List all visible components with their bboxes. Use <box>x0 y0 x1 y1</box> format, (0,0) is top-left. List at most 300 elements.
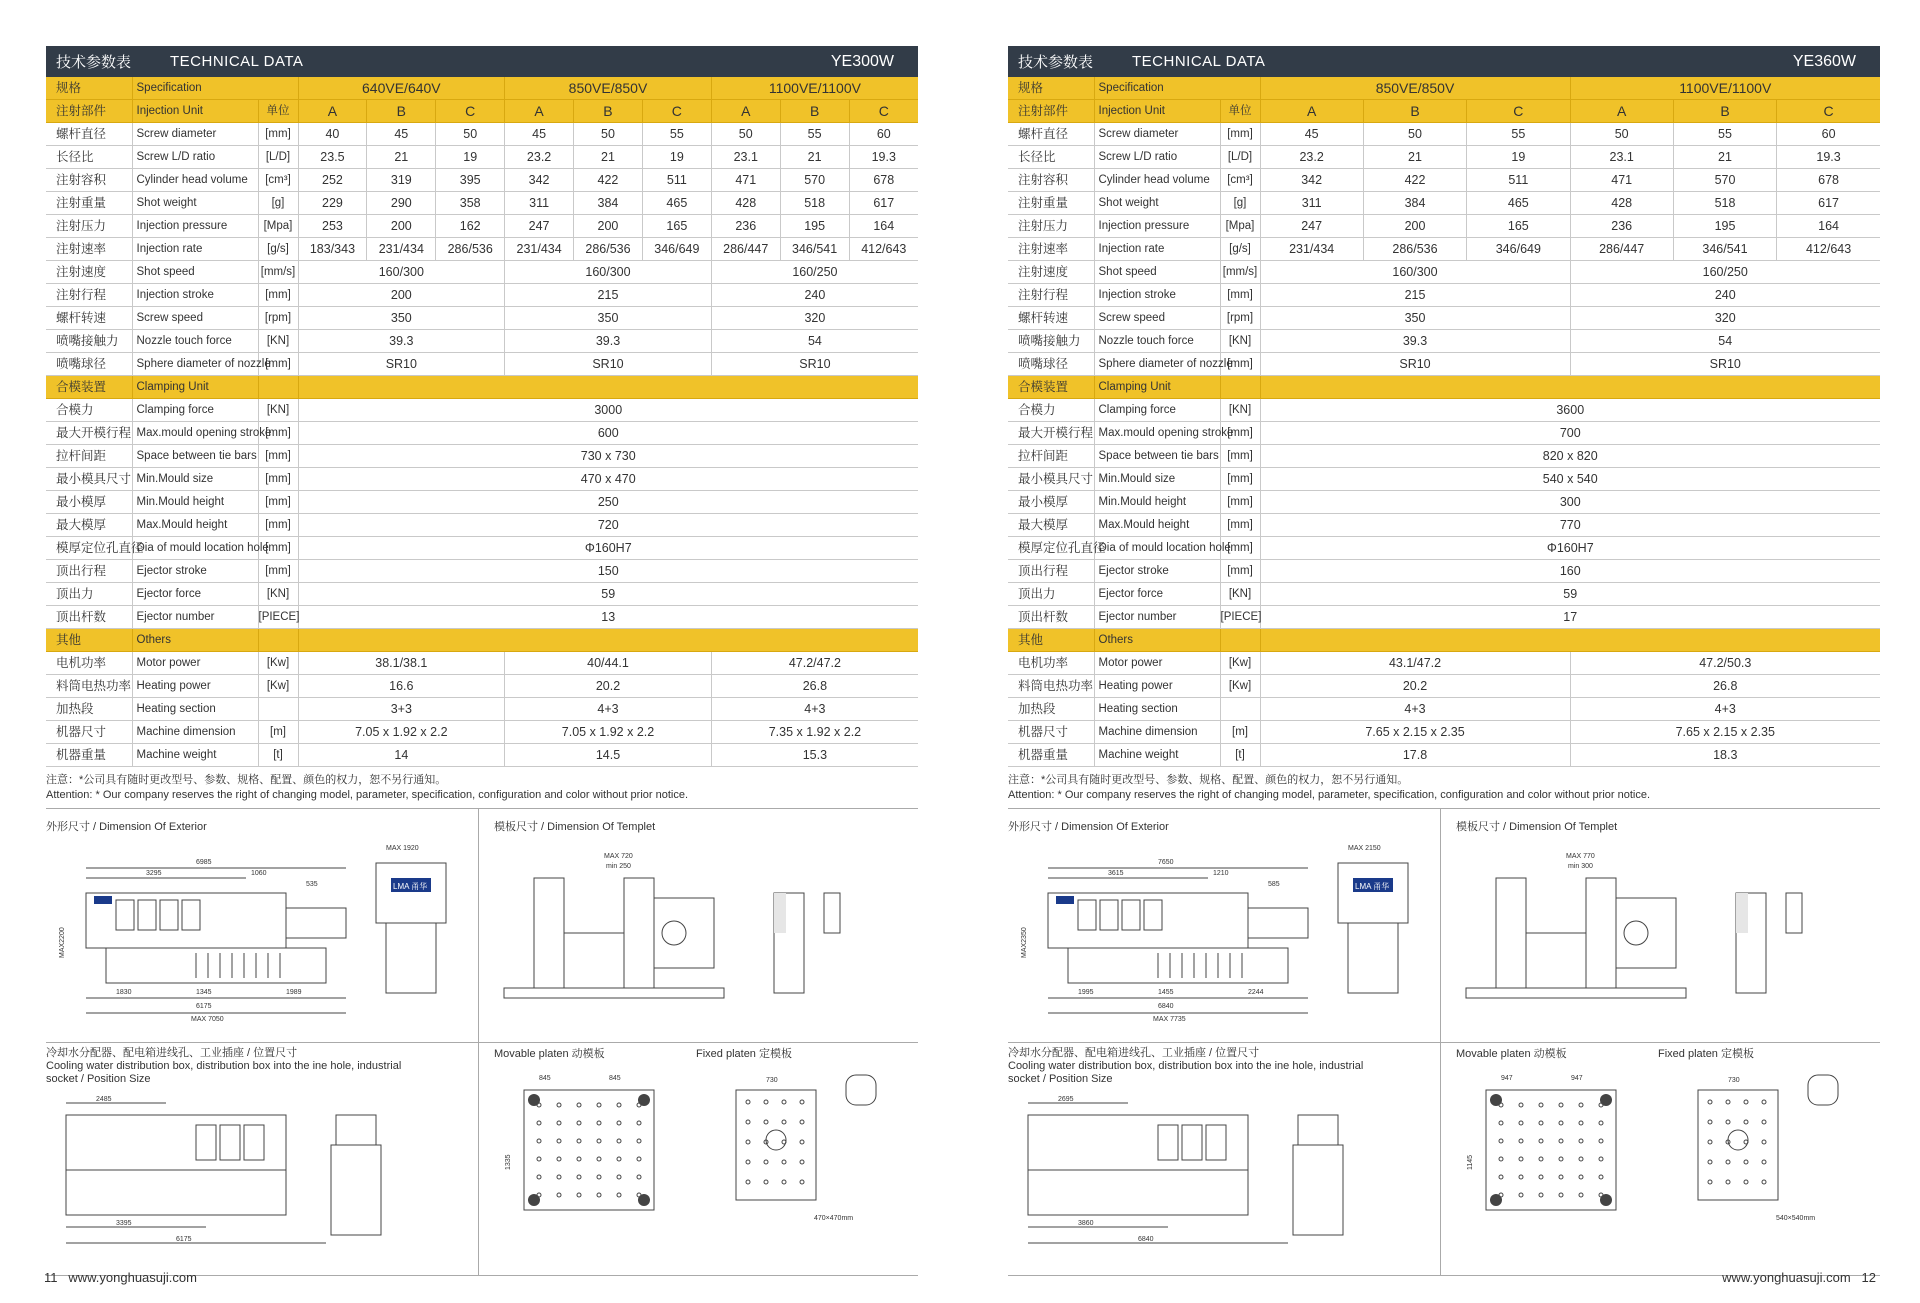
row-label-cn: 注射速度 <box>46 261 132 284</box>
table-row <box>46 445 918 468</box>
value-cell: 45 <box>367 123 436 146</box>
screw-option-header: C <box>642 100 711 123</box>
value-cell: 231/434 <box>1260 238 1363 261</box>
title-en: TECHNICAL DATA <box>170 53 304 70</box>
cooling-title-line: socket / Position Size <box>1008 1073 1113 1085</box>
value-cell: 16.6 <box>298 675 505 698</box>
row-label-cn: 模厚定位孔直径 <box>1008 537 1094 560</box>
exterior-title: 外形尺寸 / Dimension Of Exterior <box>46 821 207 833</box>
value-cell: 384 <box>1363 192 1466 215</box>
value-cell: 300 <box>1260 491 1880 514</box>
dimension-seg1: 3295 <box>146 870 162 877</box>
screw-option-header: B <box>780 100 849 123</box>
value-cell: 45 <box>505 123 574 146</box>
cooling-title-line: 冷却水分配器、配电箱进线孔、工业插座 / 位置尺寸 <box>46 1047 298 1059</box>
dimension-seg1: 3615 <box>1108 870 1124 877</box>
table-row <box>1008 261 1880 284</box>
value-cell: 20.2 <box>1260 675 1570 698</box>
value-cell: 286/447 <box>1570 238 1673 261</box>
unit-cell: [KN] <box>1220 330 1260 353</box>
table-row <box>1008 560 1880 583</box>
model-group-header: 850VE/850V <box>505 77 712 100</box>
screw-option-header: B <box>574 100 643 123</box>
value-cell: 55 <box>1467 123 1570 146</box>
table-row <box>1008 307 1880 330</box>
row-label-en: Max.mould opening stroke <box>132 422 258 445</box>
dimension-max-length: MAX 7050 <box>191 1016 224 1023</box>
row-label-en: Screw L/D ratio <box>132 146 258 169</box>
row-label-cn: 螺杆转速 <box>46 307 132 330</box>
dimension-templet-max: MAX 770 <box>1566 853 1595 860</box>
dimension-cool-total: 6175 <box>176 1236 192 1243</box>
value-cell: SR10 <box>298 353 505 376</box>
cooling-title-line: socket / Position Size <box>46 1073 151 1085</box>
model-name: YE300W <box>830 52 894 70</box>
movable-platen-title: Movable platen 动模板 <box>494 1048 605 1060</box>
row-label-en: Screw diameter <box>1094 123 1220 146</box>
row-label-en: Machine dimension <box>1094 721 1220 744</box>
spec-sheet-ye300w <box>46 46 918 803</box>
value-cell: 59 <box>298 583 918 606</box>
unit-cell: [mm] <box>1220 353 1260 376</box>
screw-option-header: A <box>298 100 367 123</box>
fixed-platen-title: Fixed platen 定模板 <box>1658 1048 1754 1060</box>
unit-cell: [g/s] <box>1220 238 1260 261</box>
movable-platen-drawing <box>1456 1070 1646 1230</box>
unit-cell: [mm] <box>1220 123 1260 146</box>
section-divider <box>1008 1042 1880 1043</box>
unit-cell: [t] <box>258 744 298 767</box>
dimension-templet-min: min 300 <box>1568 863 1593 870</box>
note-en: Attention: * Our company reserves the right of changing model, parameter, specification, configuration and color without prior notice. <box>1008 789 1651 801</box>
table-row <box>46 100 918 123</box>
table-row <box>46 376 918 399</box>
unit-cell: [KN] <box>1220 583 1260 606</box>
table-row <box>46 169 918 192</box>
row-label-cn: 机器尺寸 <box>46 721 132 744</box>
value-cell: 195 <box>780 215 849 238</box>
value-cell: 18.3 <box>1570 744 1880 767</box>
unit-cell: [mm] <box>1220 468 1260 491</box>
brand-text: LMA 甬华 <box>393 882 428 891</box>
row-label-cn: 注射重量 <box>46 192 132 215</box>
value-cell: 617 <box>849 192 918 215</box>
table-row <box>46 468 918 491</box>
dimension-max-length: MAX 7735 <box>1153 1016 1186 1023</box>
dimension-seg3: 585 <box>1268 881 1280 888</box>
section-label-cn: 其他 <box>1008 629 1094 652</box>
movable-platen-drawing <box>494 1070 684 1230</box>
dimension-cool-length: 2695 <box>1058 1096 1074 1103</box>
table-row <box>1008 376 1880 399</box>
table-row <box>46 744 918 767</box>
unit-cell: [mm] <box>1220 560 1260 583</box>
unit-cell: [Kw] <box>1220 675 1260 698</box>
row-label-cn: 电机功率 <box>1008 652 1094 675</box>
value-cell: 47.2/47.2 <box>711 652 918 675</box>
section-label-en: Others <box>132 629 258 652</box>
value-cell: SR10 <box>1570 353 1880 376</box>
table-row <box>46 330 918 353</box>
table-row <box>1008 169 1880 192</box>
brand-text: LMA 甬华 <box>1355 882 1390 891</box>
row-label-en: Ejector force <box>1094 583 1220 606</box>
value-cell: 7.65 x 2.15 x 2.35 <box>1260 721 1570 744</box>
value-cell: 50 <box>1570 123 1673 146</box>
dimension-cool-bottom: 3860 <box>1078 1220 1094 1227</box>
value-cell: 286/536 <box>1363 238 1466 261</box>
table-row <box>46 583 918 606</box>
row-label-en: Motor power <box>1094 652 1220 675</box>
row-label-cn: 规格 <box>1008 77 1094 100</box>
table-row <box>1008 537 1880 560</box>
row-label-en: Shot speed <box>1094 261 1220 284</box>
unit-cell: [mm] <box>258 284 298 307</box>
table-row <box>1008 330 1880 353</box>
dimension-movable-w2: 947 <box>1571 1075 1583 1082</box>
value-cell: 200 <box>574 215 643 238</box>
value-cell: SR10 <box>1260 353 1570 376</box>
value-cell: 54 <box>711 330 918 353</box>
website: www.yonghuasuji.com <box>1722 1270 1851 1285</box>
unit-cell <box>258 376 298 399</box>
row-label-cn: 顶出力 <box>46 583 132 606</box>
section-divider <box>46 808 918 809</box>
row-label-cn: 注射行程 <box>1008 284 1094 307</box>
templet-drawing <box>494 838 914 1018</box>
value-cell: 50 <box>711 123 780 146</box>
value-cell: 19 <box>1467 146 1570 169</box>
table-row <box>46 721 918 744</box>
row-label-cn: 顶出力 <box>1008 583 1094 606</box>
technical-data-table <box>46 77 918 767</box>
value-cell: 7.35 x 1.92 x 2.2 <box>711 721 918 744</box>
dimension-width: MAX 1920 <box>386 845 419 852</box>
unit-header: 单位 <box>258 100 298 123</box>
row-label-cn: 规格 <box>46 77 132 100</box>
footer-left <box>44 1270 197 1285</box>
exterior-title: 外形尺寸 / Dimension Of Exterior <box>1008 821 1169 833</box>
model-group-header: 1100VE/1100V <box>1570 77 1880 100</box>
value-cell: 23.1 <box>1570 146 1673 169</box>
value-cell: 21 <box>1363 146 1466 169</box>
row-label-cn: 电机功率 <box>46 652 132 675</box>
table-row <box>46 399 918 422</box>
dimension-overall: 7650 <box>1158 859 1174 866</box>
model-name: YE360W <box>1792 52 1856 70</box>
unit-cell: [PIECE] <box>1220 606 1260 629</box>
value-cell: 60 <box>1777 123 1880 146</box>
unit-cell: [mm] <box>1220 284 1260 307</box>
value-cell: 350 <box>1260 307 1570 330</box>
dimension-base1: 1830 <box>116 989 132 996</box>
row-label-cn: 喷嘴球径 <box>46 353 132 376</box>
row-label-en: Screw diameter <box>132 123 258 146</box>
value-cell: 21 <box>1673 146 1776 169</box>
fixed-platen-drawing <box>696 1070 896 1240</box>
table-row <box>46 238 918 261</box>
value-cell: 229 <box>298 192 367 215</box>
value-cell: 17 <box>1260 606 1880 629</box>
unit-cell: [KN] <box>1220 399 1260 422</box>
value-cell: 160/250 <box>1570 261 1880 284</box>
unit-cell: [mm] <box>258 353 298 376</box>
row-label-cn: 最小模具尺寸 <box>1008 468 1094 491</box>
unit-cell <box>1220 698 1260 721</box>
row-label-en: Clamping force <box>1094 399 1220 422</box>
table-row <box>46 675 918 698</box>
row-label-cn: 长径比 <box>1008 146 1094 169</box>
value-cell: 164 <box>1777 215 1880 238</box>
unit-cell: [mm/s] <box>258 261 298 284</box>
row-label-en: Injection stroke <box>1094 284 1220 307</box>
row-label-cn: 最大模厚 <box>46 514 132 537</box>
section-label-en: Clamping Unit <box>1094 376 1220 399</box>
unit-cell <box>258 629 298 652</box>
unit-cell: [cm³] <box>1220 169 1260 192</box>
value-cell: 236 <box>1570 215 1673 238</box>
unit-cell: [m] <box>1220 721 1260 744</box>
table-row <box>1008 100 1880 123</box>
table-row <box>1008 744 1880 767</box>
value-cell: 350 <box>505 307 712 330</box>
value-cell: Φ160H7 <box>298 537 918 560</box>
value-cell: 14 <box>298 744 505 767</box>
row-label-cn: 最小模具尺寸 <box>46 468 132 491</box>
unit-header: 单位 <box>1220 100 1260 123</box>
table-row <box>1008 629 1880 652</box>
movable-platen-title: Movable platen 动模板 <box>1456 1048 1567 1060</box>
row-label-en: Specification <box>1094 77 1260 100</box>
row-label-en: Machine weight <box>1094 744 1220 767</box>
dimension-cool-bottom: 3395 <box>116 1220 132 1227</box>
value-cell: 200 <box>298 284 505 307</box>
row-label-cn: 料筒电热功率 <box>1008 675 1094 698</box>
column-divider <box>478 808 479 1275</box>
value-cell: Φ160H7 <box>1260 537 1880 560</box>
page-right <box>960 0 1920 1303</box>
value-cell: 428 <box>711 192 780 215</box>
value-cell: 236 <box>711 215 780 238</box>
unit-cell: [cm³] <box>258 169 298 192</box>
unit-cell: [g/s] <box>258 238 298 261</box>
row-label-en: Min.Mould size <box>1094 468 1220 491</box>
unit-cell: [rpm] <box>1220 307 1260 330</box>
table-row <box>46 491 918 514</box>
value-cell: 320 <box>711 307 918 330</box>
row-label-en: Shot speed <box>132 261 258 284</box>
table-row <box>46 192 918 215</box>
table-row <box>1008 721 1880 744</box>
row-label-en: Max.Mould height <box>132 514 258 537</box>
value-cell: 45 <box>1260 123 1363 146</box>
cooling-title-line: 冷却水分配器、配电箱进线孔、工业插座 / 位置尺寸 <box>1008 1047 1260 1059</box>
dimension-overall: 6985 <box>196 859 212 866</box>
screw-option-header: C <box>1467 100 1570 123</box>
table-row <box>1008 606 1880 629</box>
value-cell: 346/541 <box>780 238 849 261</box>
row-label-en: Heating power <box>132 675 258 698</box>
value-cell: 4+3 <box>505 698 712 721</box>
value-cell: 231/434 <box>505 238 574 261</box>
value-cell: 286/447 <box>711 238 780 261</box>
value-cell: 678 <box>849 169 918 192</box>
table-row <box>1008 698 1880 721</box>
section-fill <box>298 629 918 652</box>
value-cell: 26.8 <box>711 675 918 698</box>
value-cell: 319 <box>367 169 436 192</box>
value-cell: 19 <box>436 146 505 169</box>
unit-cell: [mm] <box>258 514 298 537</box>
value-cell: 3600 <box>1260 399 1880 422</box>
row-label-en: Ejector number <box>1094 606 1220 629</box>
exterior-drawing <box>1008 838 1428 1023</box>
value-cell: 384 <box>574 192 643 215</box>
brand-logo <box>94 896 112 904</box>
dimension-base3: 2244 <box>1248 989 1264 996</box>
row-label-cn: 加热段 <box>1008 698 1094 721</box>
model-group-header: 1100VE/1100V <box>711 77 918 100</box>
table-row <box>1008 491 1880 514</box>
value-cell: 518 <box>780 192 849 215</box>
row-label-cn: 最小模厚 <box>46 491 132 514</box>
value-cell: 26.8 <box>1570 675 1880 698</box>
value-cell: 412/643 <box>849 238 918 261</box>
row-label-en: Shot weight <box>1094 192 1220 215</box>
value-cell: 7.05 x 1.92 x 2.2 <box>298 721 505 744</box>
value-cell: 700 <box>1260 422 1880 445</box>
row-label-cn: 螺杆直径 <box>46 123 132 146</box>
row-label-cn: 拉杆间距 <box>1008 445 1094 468</box>
table-row <box>1008 445 1880 468</box>
table-row <box>1008 652 1880 675</box>
page-number: 11 <box>44 1270 58 1285</box>
dimension-height: MAX2200 <box>59 927 66 958</box>
value-cell: 730 x 730 <box>298 445 918 468</box>
row-label-cn: 注射行程 <box>46 284 132 307</box>
row-label-en: Max.Mould height <box>1094 514 1220 537</box>
title-cn: 技术参数表 <box>1018 54 1094 71</box>
value-cell: 150 <box>298 560 918 583</box>
value-cell: 3+3 <box>298 698 505 721</box>
row-label-en: Screw speed <box>1094 307 1220 330</box>
row-label-cn: 螺杆直径 <box>1008 123 1094 146</box>
footer-right <box>1722 1270 1876 1285</box>
section-label-en: Injection Unit <box>1094 100 1220 123</box>
value-cell: 55 <box>780 123 849 146</box>
unit-cell: [PIECE] <box>258 606 298 629</box>
value-cell: 518 <box>1673 192 1776 215</box>
unit-cell: [mm] <box>258 468 298 491</box>
value-cell: 342 <box>505 169 574 192</box>
row-label-en: Dia of mould location hole <box>132 537 258 560</box>
dimension-mould-note: 540×540mm <box>1776 1215 1816 1222</box>
value-cell: 617 <box>1777 192 1880 215</box>
value-cell: SR10 <box>505 353 712 376</box>
row-label-cn: 长径比 <box>46 146 132 169</box>
row-label-en: Heating section <box>1094 698 1220 721</box>
value-cell: 231/434 <box>367 238 436 261</box>
unit-cell: [Kw] <box>258 652 298 675</box>
dimension-movable-w1: 947 <box>1501 1075 1513 1082</box>
row-label-cn: 注射压力 <box>46 215 132 238</box>
dimension-templet-max: MAX 720 <box>604 853 633 860</box>
value-cell: 286/536 <box>436 238 505 261</box>
value-cell: 160/250 <box>711 261 918 284</box>
row-label-cn: 拉杆间距 <box>46 445 132 468</box>
table-row <box>1008 422 1880 445</box>
dimension-cool-length: 2485 <box>96 1096 112 1103</box>
value-cell: 39.3 <box>1260 330 1570 353</box>
value-cell: 55 <box>642 123 711 146</box>
unit-cell: [mm/s] <box>1220 261 1260 284</box>
row-label-en: Screw L/D ratio <box>1094 146 1220 169</box>
section-fill <box>1260 629 1880 652</box>
value-cell: 19 <box>642 146 711 169</box>
value-cell: 50 <box>574 123 643 146</box>
screw-option-header: C <box>436 100 505 123</box>
dimension-base2: 1345 <box>196 989 212 996</box>
value-cell: 19.3 <box>1777 146 1880 169</box>
title-bar <box>1008 46 1880 77</box>
value-cell: 165 <box>1467 215 1570 238</box>
value-cell: 13 <box>298 606 918 629</box>
table-row <box>1008 583 1880 606</box>
row-label-en: Injection pressure <box>132 215 258 238</box>
value-cell: 311 <box>505 192 574 215</box>
table-row <box>1008 77 1880 100</box>
row-label-en: Shot weight <box>132 192 258 215</box>
value-cell: 422 <box>574 169 643 192</box>
value-cell: 200 <box>367 215 436 238</box>
value-cell: 38.1/38.1 <box>298 652 505 675</box>
value-cell: 250 <box>298 491 918 514</box>
cooling-drawing <box>1008 1095 1428 1255</box>
dimension-cool-total: 6840 <box>1138 1236 1154 1243</box>
value-cell: 23.5 <box>298 146 367 169</box>
row-label-cn: 注射重量 <box>1008 192 1094 215</box>
table-row <box>1008 123 1880 146</box>
section-label-en: Clamping Unit <box>132 376 258 399</box>
website: www.yonghuasuji.com <box>68 1270 197 1285</box>
value-cell: 165 <box>642 215 711 238</box>
table-row <box>46 514 918 537</box>
screw-option-header: C <box>1777 100 1880 123</box>
table-row <box>46 123 918 146</box>
value-cell: 678 <box>1777 169 1880 192</box>
row-label-en: Min.Mould height <box>132 491 258 514</box>
cooling-title <box>46 1047 401 1086</box>
section-label-cn: 注射部件 <box>1008 100 1094 123</box>
fixed-platen-drawing <box>1658 1070 1858 1240</box>
row-label-en: Nozzle touch force <box>132 330 258 353</box>
row-label-cn: 注射速率 <box>46 238 132 261</box>
table-row <box>46 307 918 330</box>
templet-title: 模板尺寸 / Dimension Of Templet <box>494 821 656 833</box>
section-label-cn: 合模装置 <box>46 376 132 399</box>
unit-cell: [Kw] <box>258 675 298 698</box>
row-label-cn: 机器重量 <box>1008 744 1094 767</box>
value-cell: 21 <box>367 146 436 169</box>
value-cell: 39.3 <box>505 330 712 353</box>
row-label-en: Space between tie bars <box>1094 445 1220 468</box>
value-cell: 570 <box>1673 169 1776 192</box>
unit-cell: [mm] <box>1220 445 1260 468</box>
exterior-drawing <box>46 838 466 1023</box>
value-cell: 40/44.1 <box>505 652 712 675</box>
dimension-base1: 1995 <box>1078 989 1094 996</box>
section-fill <box>298 376 918 399</box>
